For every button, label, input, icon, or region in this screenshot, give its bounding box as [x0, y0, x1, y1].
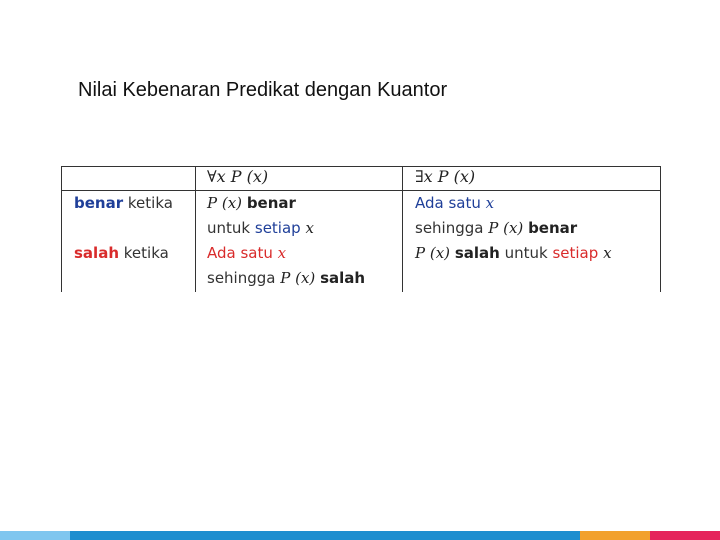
truth-word: salah: [454, 244, 500, 262]
footer-stripe-pink: [650, 531, 720, 540]
truth-word: salah: [320, 269, 366, 287]
predicate: P (x): [207, 194, 243, 212]
truth-word: benar: [246, 194, 296, 212]
forall-false-line2: [207, 269, 365, 287]
variable: x: [603, 244, 612, 262]
table-column-divider: [402, 166, 403, 292]
table-border-left: [61, 166, 62, 292]
variable: x: [277, 244, 287, 262]
table-border-right: [660, 166, 661, 292]
predicate: P (x): [488, 219, 524, 237]
quantifier-text: setiap: [254, 219, 301, 237]
table-header-border: [61, 190, 661, 191]
predicate: P (x): [280, 269, 316, 287]
footer-stripe-blue: [70, 531, 580, 540]
connector-text: untuk: [207, 219, 251, 237]
exists-true-line2: [415, 219, 577, 237]
quantifier-text: setiap: [552, 244, 599, 262]
table-top-border: [61, 166, 661, 167]
predicate: P (x): [415, 244, 451, 262]
footer-stripe-light-blue: [0, 531, 70, 540]
row-label-key: salah: [74, 244, 119, 262]
row-label-key: benar: [74, 194, 124, 212]
connector-text: untuk: [504, 244, 548, 262]
exists-true-line1: [415, 194, 494, 212]
header-universal: ∀x P (x): [207, 167, 269, 186]
forall-true-line2: [207, 219, 314, 237]
connector-text: sehingga: [207, 269, 276, 287]
variable: x: [485, 194, 495, 212]
forall-false-line1: [207, 244, 286, 262]
table-column-divider: [195, 166, 196, 292]
truth-table: [61, 166, 661, 292]
quantifier-text: Ada satu: [207, 244, 273, 262]
variable: x: [305, 219, 314, 237]
exists-false-line1: [415, 244, 612, 262]
header-existential: ∃x P (x): [415, 167, 476, 186]
quantifier-text: Ada satu: [415, 194, 481, 212]
row-label-suffix: ketika: [123, 244, 169, 262]
truth-word: benar: [528, 219, 578, 237]
row-label-false: [74, 244, 169, 262]
footer-stripe-orange: [580, 531, 650, 540]
connector-text: sehingga: [415, 219, 484, 237]
forall-true-line1: [207, 194, 296, 212]
row-label-true: [74, 194, 173, 212]
slide-title: Nilai Kebenaran Predikat dengan Kuantor: [78, 79, 448, 101]
row-label-suffix: ketika: [127, 194, 173, 212]
